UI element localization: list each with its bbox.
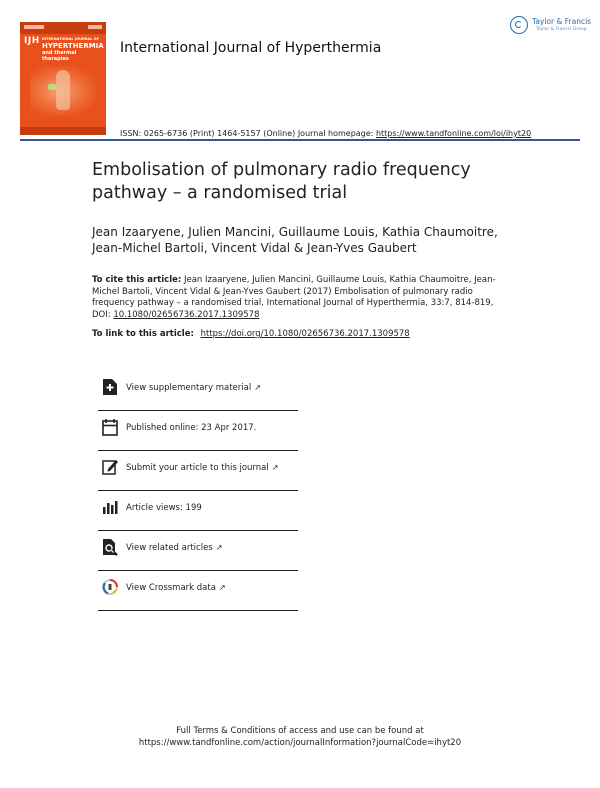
action-label: Article views: 199 [126,503,202,513]
external-link-icon: ↗ [254,383,261,392]
footer [0,725,600,749]
action-label: Published online: 23 Apr 2017. [126,423,257,433]
article-url-link[interactable]: https://doi.org/10.1080/02656736.2017.1309578 [200,329,410,339]
journal-cover[interactable] [20,22,106,135]
journal-homepage-link[interactable]: https://www.tandfonline.com/loi/ihyt20 [375,129,532,138]
cover-banner: INTERNATIONAL JOURNAL OF HYPERTHERMIA and thermal therapies [42,37,104,62]
publisher-subname: Taylor & Francis Group [536,27,587,32]
crossmark-icon [102,578,118,596]
footer-terms-line: Full Terms & Conditions of access and use can be found at [176,726,424,736]
cover-top-band [20,22,106,34]
action-supplementary[interactable] [98,370,298,411]
calendar-icon [102,418,118,436]
cover-figure [56,70,70,110]
action-label: View related articles [126,543,213,553]
action-views [98,490,298,531]
external-link-icon: ↗ [218,583,226,592]
publisher-logo[interactable] [510,16,592,38]
cite-label: To cite this article: [92,275,182,285]
article-authors: Jean Izaaryene, Julien Mancini, Guillaume Louis, Kathia Chaumoitre, Jean-Michel Bartoli, Vincent Vidal & Jean-Yves Gaubert [92,225,498,255]
journal-title[interactable]: International Journal of Hyperthermia [120,40,382,56]
cover-mark [48,84,56,90]
publisher-name: Taylor & Francis [532,17,592,26]
search-document-icon [102,538,118,556]
edit-icon [102,458,118,476]
issn-line: ISSN: 0265-6736 (Print) 1464-5157 (Online) Journal homepage: https://www.tandfonline.com/loi/ihyt20 [120,129,532,138]
link-label: To link to this article: [92,329,194,339]
action-published [98,410,298,451]
action-related[interactable] [98,530,298,571]
plus-document-icon [102,378,118,396]
publisher-logo-icon [510,16,528,34]
footer-terms-link[interactable]: https://www.tandfonline.com/action/journalInformation?journalCode=ihyt20 [138,738,462,748]
external-link-icon: ↗ [271,463,279,472]
article-title: Embolisation of pulmonary radio frequency pathway – a randomised trial [92,160,471,203]
header-divider [20,139,580,141]
cite-text: Jean Izaaryene, Julien Mancini, Guillaume Louis, Kathia Chaumoitre, Jean-Michel Bartoli, Vincent Vidal & Jean-Yves Gaubert (2017) Embolisation of pulmonary radio frequency pathway – a randomised trial, International Journal of Hyperthermia, 33:7, 814-819, DOI: [92,275,496,320]
external-link-icon: ↗ [215,543,223,552]
cover-abbrev: IJH [24,36,40,46]
doi-link[interactable]: 10.1080/02656736.2017.1309578 [113,309,260,320]
action-submit[interactable] [98,450,298,491]
bar-chart-icon [102,498,118,516]
article-link-line [92,329,512,339]
citation-block [92,275,512,321]
action-crossmark[interactable] [98,570,298,611]
action-label: Submit your article to this journal [126,463,269,473]
action-label: View supplementary material [126,383,252,393]
action-label: View Crossmark data [126,583,216,593]
